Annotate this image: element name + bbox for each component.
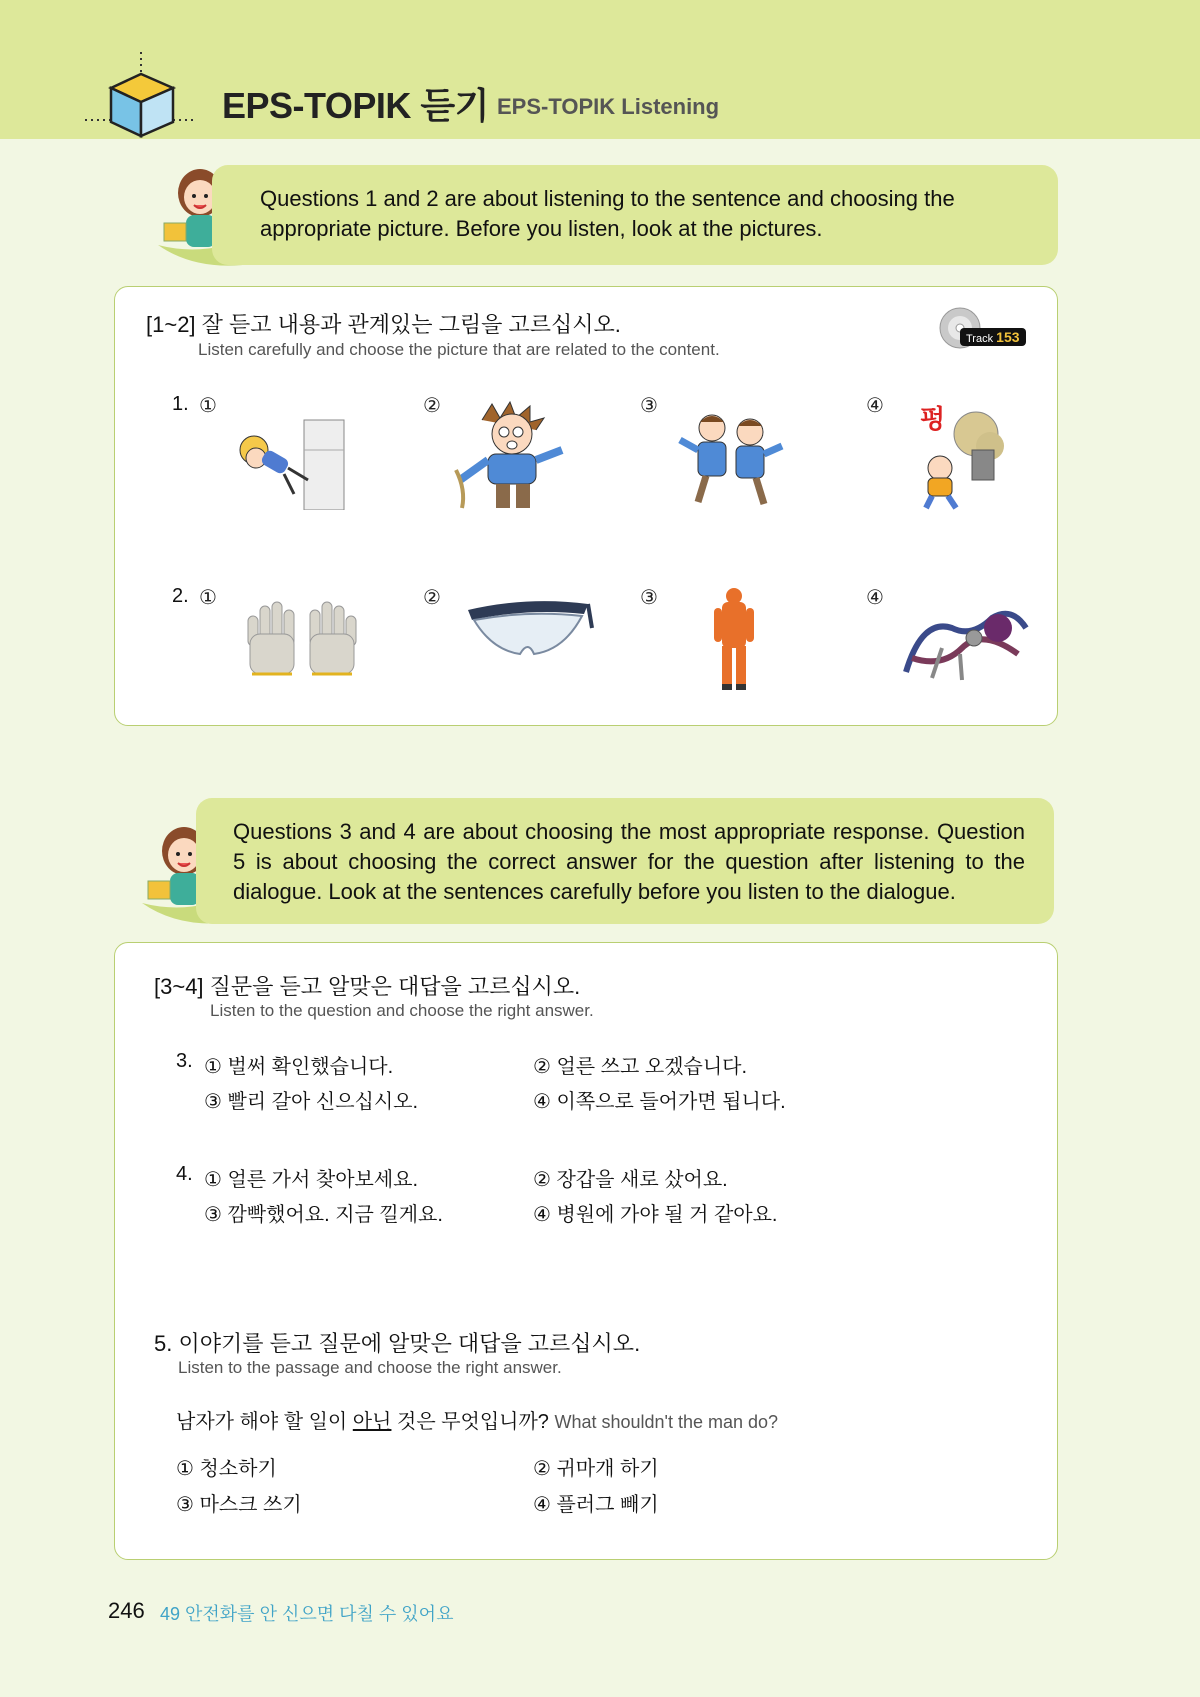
- q3-option-2[interactable]: ② 얼른 쓰고 오겠습니다.: [533, 1056, 748, 1078]
- q3-option-3[interactable]: ③ 빨리 갈아 신으십시오.: [204, 1091, 419, 1113]
- cube-icon: [85, 50, 205, 140]
- safety-harness-picture[interactable]: [902, 598, 1030, 682]
- section-1-subheading: Listen carefully and choose the picture that are related to the content.: [198, 340, 720, 359]
- q2-mark-1[interactable]: ①: [199, 587, 217, 609]
- question-5-heading: 5. 이야기를 듣고 질문에 알맞은 대답을 고르십시오.: [154, 1331, 641, 1356]
- q2-mark-3[interactable]: ③: [640, 587, 658, 609]
- q5-option-1[interactable]: ① 청소하기: [176, 1458, 277, 1480]
- shocked-worker-picture[interactable]: [452, 400, 572, 510]
- work-gloves-picture[interactable]: [240, 594, 364, 680]
- section-2-heading: [3~4] 질문을 듣고 알맞은 대답을 고르십시오.: [154, 974, 581, 999]
- q5-option-3[interactable]: ③ 마스크 쓰기: [176, 1494, 302, 1516]
- q1-mark-2[interactable]: ②: [423, 395, 441, 417]
- q4-option-3[interactable]: ③ 깜빡했어요. 지금 낄게요.: [204, 1204, 443, 1226]
- q4-option-1[interactable]: ① 얼른 가서 찾아보세요.: [204, 1169, 419, 1191]
- track-badge: Track 153: [960, 328, 1026, 346]
- protective-suit-picture[interactable]: [712, 586, 756, 692]
- page-number: 246: [108, 1598, 145, 1623]
- q5-option-4[interactable]: ④ 플러그 빼기: [533, 1494, 659, 1516]
- page-subtitle: EPS-TOPIK Listening: [497, 94, 720, 119]
- instruction-text-2: Questions 3 and 4 are about choosing the most appropriate response. Question 5 is about choosing the correct answer for the question after listening to the dialogue. Look at the sentences carefully before you listen to the dialogue.: [233, 819, 1025, 904]
- q4-option-2[interactable]: ② 장갑을 새로 샀어요.: [533, 1169, 728, 1191]
- section-2-subheading: Listen to the question and choose the right answer.: [210, 1001, 594, 1020]
- gas-explosion-picture[interactable]: [902, 398, 1014, 510]
- question-1-number: 1.: [172, 393, 189, 415]
- question-4-number: 4.: [176, 1163, 193, 1185]
- audio-track[interactable]: [938, 306, 1034, 350]
- fighting-workers-picture[interactable]: [678, 410, 784, 506]
- q1-mark-4[interactable]: ④: [866, 395, 884, 417]
- q1-mark-3[interactable]: ③: [640, 395, 658, 417]
- q3-option-4[interactable]: ④ 이쪽으로 들어가면 됩니다.: [533, 1091, 786, 1113]
- q2-mark-2[interactable]: ②: [423, 587, 441, 609]
- q4-option-4[interactable]: ④ 병원에 가야 될 거 같아요.: [533, 1204, 778, 1226]
- question-3-number: 3.: [176, 1050, 193, 1072]
- q5-option-2[interactable]: ② 귀마개 하기: [533, 1458, 659, 1480]
- q1-mark-1[interactable]: ①: [199, 395, 217, 417]
- section-1-heading: [1~2] 잘 듣고 내용과 관계있는 그림을 고르십시오.: [146, 312, 621, 337]
- question-5-prompt: 남자가 해야 할 일이 아닌 것은 무엇입니까? What shouldn't the man do?: [176, 1411, 779, 1433]
- chapter-title: 49 안전화를 안 신으면 다칠 수 있어요: [160, 1604, 454, 1624]
- svg-text:펑: 펑: [920, 405, 946, 435]
- q2-mark-4[interactable]: ④: [866, 587, 884, 609]
- worker-falling-picture[interactable]: [232, 410, 348, 510]
- page-title: EPS-TOPIK 듣기: [222, 85, 489, 126]
- question-2-number: 2.: [172, 585, 189, 607]
- question-5-subheading: Listen to the passage and choose the right answer.: [178, 1358, 562, 1377]
- q3-option-1[interactable]: ① 벌써 확인했습니다.: [204, 1056, 394, 1078]
- safety-goggles-picture[interactable]: [462, 594, 594, 666]
- instruction-text-1: Questions 1 and 2 are about listening to the sentence and choosing the appropriate picture. Before you listen, look at the pictures.: [260, 186, 955, 241]
